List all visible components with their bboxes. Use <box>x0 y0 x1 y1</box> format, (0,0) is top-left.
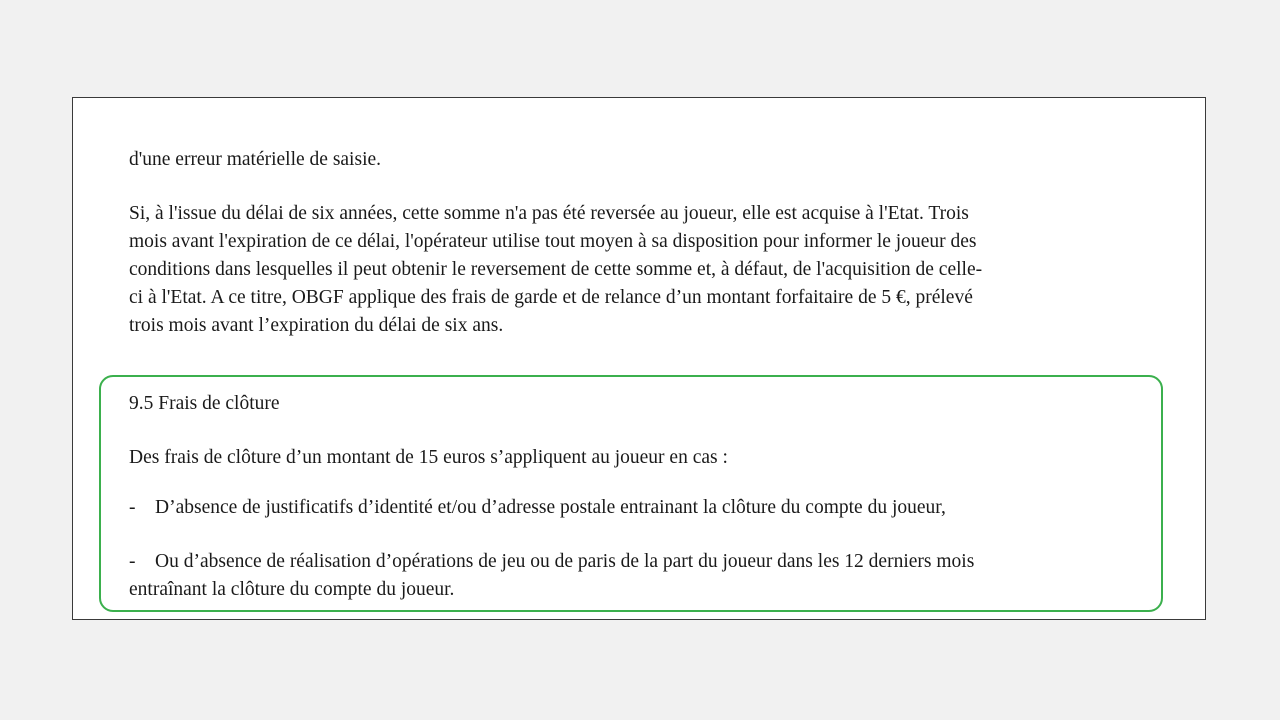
list-item-text: D’absence de justificatifs d’identité et/ou d’adresse postale entrainant la clôture du compte du joueur, <box>155 497 946 518</box>
bullet-dash: - <box>129 551 136 572</box>
paragraph-line: conditions dans lesquelles il peut obtenir le reversement de cette somme et, à défaut, de l'acquisition de celle- <box>129 259 983 280</box>
section-intro: Des frais de clôture d’un montant de 15 euros s’appliquent au joueur en cas : <box>129 447 728 468</box>
highlighted-section <box>99 375 1163 612</box>
paragraph-text <box>129 200 1169 340</box>
paragraph-line: Si, à l'issue du délai de six années, cette somme n'a pas été reversée au joueur, elle est acquise à l'Etat. Trois <box>129 203 969 224</box>
paragraph-line: ci à l'Etat. A ce titre, OBGF applique des frais de garde et de relance d’un montant forfaitaire de 5 €, prélevé <box>129 287 973 308</box>
document-page <box>72 97 1206 620</box>
bullet-dash: - <box>129 497 136 518</box>
paragraph-line: mois avant l'expiration de ce délai, l'opérateur utilise tout moyen à sa disposition pour informer le joueur des <box>129 231 977 252</box>
list-item <box>129 548 974 604</box>
paragraph-line: trois mois avant l’expiration du délai de six ans. <box>129 315 504 336</box>
list-item-line <box>129 548 974 576</box>
list-item-text: Ou d’absence de réalisation d’opérations de jeu ou de paris de la part du joueur dans les 12 derniers mois <box>155 551 975 572</box>
list-item-line: entraînant la clôture du compte du joueur. <box>129 579 455 600</box>
list-item <box>129 494 946 522</box>
first-line-text: d'une erreur matérielle de saisie. <box>129 149 382 170</box>
section-title: 9.5 Frais de clôture <box>129 393 280 414</box>
